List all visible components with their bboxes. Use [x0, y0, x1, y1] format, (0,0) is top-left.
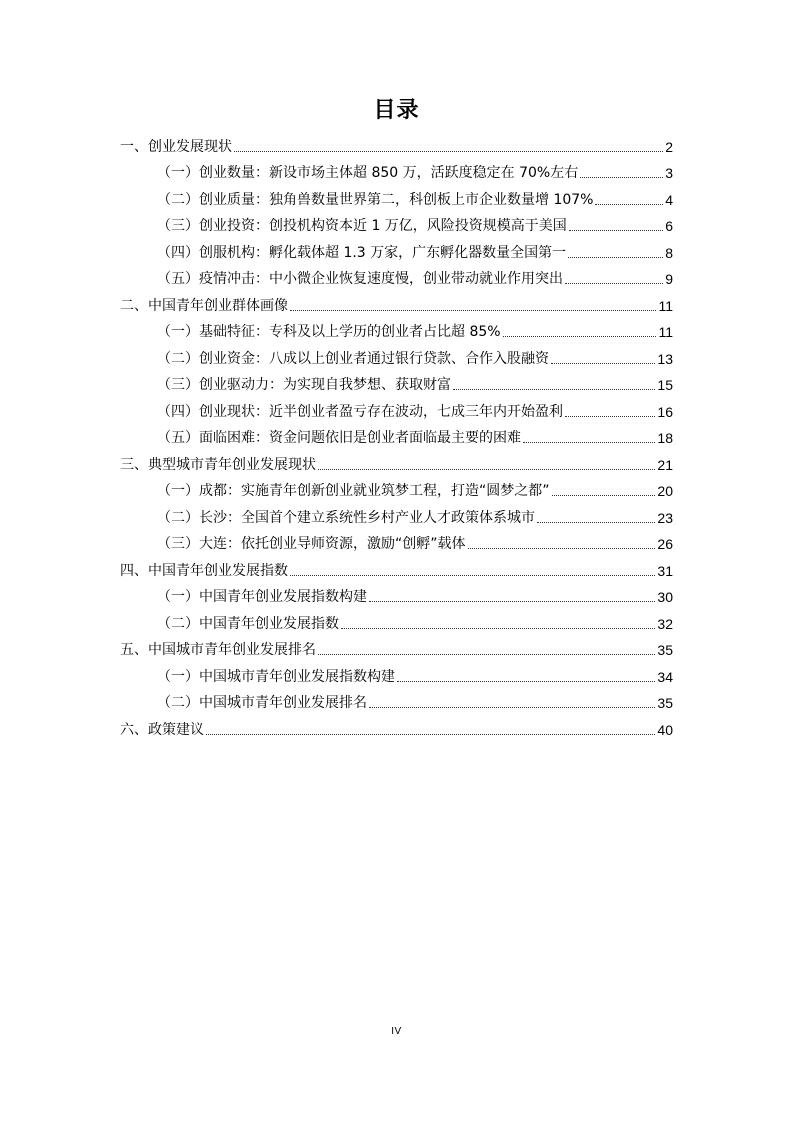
toc-entry-title: 三、典型城市青年创业发展现状: [120, 456, 316, 473]
toc-section-entry[interactable]: [120, 555, 673, 582]
toc-subsection-entry[interactable]: [120, 502, 673, 529]
toc-entry-title: 四、中国青年创业发展指数: [120, 562, 288, 579]
toc-entry-page-number: 11: [658, 324, 673, 340]
toc-entry-page-number: 9: [665, 271, 673, 287]
toc-entry-title: （一）中国青年创业发展指数构建: [157, 589, 367, 605]
toc-subsection-entry[interactable]: [120, 370, 673, 397]
toc-entry-page-number: 2: [665, 138, 673, 155]
toc-section-entry[interactable]: [120, 635, 673, 662]
dot-leader: [341, 628, 655, 629]
toc-entry-title: （三）创业驱动力：为实现自我梦想、获取财富: [157, 377, 451, 393]
table-of-contents: [120, 131, 673, 741]
toc-entry-page-number: 13: [657, 350, 673, 367]
toc-subsection-entry[interactable]: [120, 184, 673, 211]
toc-entry-title: （一）基础特征：专科及以上学历的创业者占比超 85%: [157, 324, 501, 340]
toc-entry-title: 六、政策建议: [120, 721, 204, 738]
page-number: IV: [391, 1026, 402, 1037]
dot-leader: [565, 416, 655, 417]
toc-entry-page-number: 35: [657, 695, 673, 711]
toc-subsection-entry[interactable]: [120, 608, 673, 635]
toc-entry-title: 五、中国城市青年创业发展排名: [120, 642, 316, 658]
toc-section-entry[interactable]: [120, 714, 673, 741]
toc-section-entry[interactable]: [120, 449, 673, 476]
toc-subsection-entry[interactable]: [120, 582, 673, 609]
toc-entry-page-number: 6: [665, 218, 673, 234]
dot-leader: [318, 654, 655, 655]
dot-leader: [468, 548, 656, 549]
toc-entry-title: （一）中国城市青年创业发展指数构建: [157, 668, 395, 685]
toc-subsection-entry[interactable]: [120, 264, 673, 291]
toc-entry-page-number: 3: [665, 165, 673, 181]
toc-entry-title: （一）成都：实施青年创新创业就业筑梦工程，打造“圆梦之都”: [157, 483, 550, 499]
dot-leader: [397, 681, 655, 682]
toc-entry-page-number: 16: [657, 403, 673, 420]
toc-entry-title: （四）创业现状：近半创业者盈亏存在波动，七成三年内开始盈利: [157, 403, 563, 420]
toc-subsection-entry[interactable]: [120, 237, 673, 264]
dot-leader: [234, 151, 663, 152]
toc-entry-page-number: 11: [658, 297, 673, 314]
toc-entry-title: （五）面临困难：资金问题依旧是创业者面临最主要的困难: [157, 430, 521, 446]
toc-subsection-entry[interactable]: [120, 158, 673, 185]
toc-entry-page-number: 20: [657, 483, 673, 499]
dot-leader: [568, 257, 663, 258]
toc-entry-title: 二、中国青年创业群体画像: [120, 297, 288, 314]
dot-leader: [369, 707, 655, 708]
toc-entry-page-number: 21: [657, 456, 673, 473]
dot-leader: [580, 177, 663, 178]
dot-leader: [552, 495, 656, 496]
toc-entry-title: （二）中国青年创业发展指数: [157, 615, 339, 632]
toc-entry-page-number: 18: [657, 430, 673, 446]
toc-subsection-entry[interactable]: [120, 211, 673, 238]
toc-entry-page-number: 34: [657, 668, 673, 685]
toc-entry-title: （三）大连：依托创业导师资源，激励“创孵”载体: [157, 536, 466, 552]
toc-entry-page-number: 30: [657, 589, 673, 605]
toc-entry-title: （二）创业资金：八成以上创业者通过银行贷款、合作入股融资: [157, 350, 549, 367]
dot-leader: [290, 310, 656, 311]
dot-leader: [537, 522, 655, 523]
toc-subsection-entry[interactable]: [120, 396, 673, 423]
toc-entry-title: （四）创服机构：孵化载体超 1.3 万家，广东孵化器数量全国第一: [157, 244, 567, 261]
dot-leader: [290, 575, 655, 576]
toc-section-entry[interactable]: [120, 290, 673, 317]
toc-subsection-entry[interactable]: [120, 529, 673, 556]
toc-entry-page-number: 15: [657, 377, 673, 393]
toc-subsection-entry[interactable]: [120, 688, 673, 715]
toc-entry-page-number: 40: [657, 721, 673, 738]
toc-entry-page-number: 4: [665, 191, 673, 208]
toc-entry-page-number: 35: [657, 642, 673, 658]
dot-leader: [453, 389, 655, 390]
page-title: 目录: [373, 98, 420, 123]
toc-entry-page-number: 31: [657, 562, 673, 579]
toc-entry-title: 一、创业发展现状: [120, 138, 232, 155]
toc-entry-page-number: 32: [657, 615, 673, 632]
toc-subsection-entry[interactable]: [120, 476, 673, 503]
toc-entry-title: （二）长沙：全国首个建立系统性乡村产业人才政策体系城市: [157, 509, 535, 526]
toc-subsection-entry[interactable]: [120, 423, 673, 450]
toc-subsection-entry[interactable]: [120, 317, 673, 344]
dot-leader: [523, 442, 655, 443]
dot-leader: [206, 734, 655, 735]
dot-leader: [595, 204, 663, 205]
dot-leader: [551, 363, 655, 364]
dot-leader: [369, 601, 655, 602]
toc-entry-page-number: 26: [657, 536, 673, 552]
dot-leader: [569, 230, 663, 231]
toc-entry-title: （二）创业质量：独角兽数量世界第二，科创板上市企业数量增 107%: [157, 191, 594, 208]
toc-subsection-entry[interactable]: [120, 343, 673, 370]
toc-entry-title: （二）中国城市青年创业发展排名: [157, 695, 367, 711]
toc-entry-page-number: 23: [657, 509, 673, 526]
toc-entry-title: （三）创业投资：创投机构资本近 1 万亿，风险投资规模高于美国: [157, 218, 567, 234]
dot-leader: [565, 283, 663, 284]
toc-entry-title: （五）疫情冲击：中小微企业恢复速度慢，创业带动就业作用突出: [157, 271, 563, 287]
toc-section-entry[interactable]: [120, 131, 673, 158]
dot-leader: [318, 469, 655, 470]
toc-subsection-entry[interactable]: [120, 661, 673, 688]
dot-leader: [503, 336, 657, 337]
toc-entry-page-number: 8: [665, 244, 673, 261]
toc-entry-title: （一）创业数量：新设市场主体超 850 万，活跃度稳定在 70%左右: [157, 165, 579, 181]
